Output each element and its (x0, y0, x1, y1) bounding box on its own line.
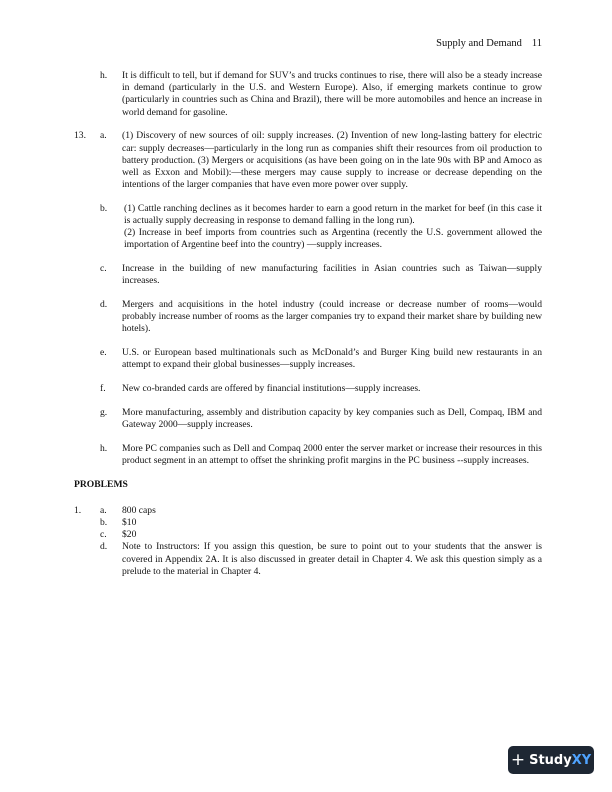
answer-13b (74, 203, 542, 252)
answer-13c (74, 263, 542, 287)
item-text: (1) Cattle ranching declines as it becomes harder to earn a good return in the market for beef (in this case it is actually supply decreasing in response to demand falling in the long run). (124, 202, 542, 227)
section-heading: PROBLEMS (74, 478, 128, 490)
page-header (436, 38, 542, 49)
item-letter: d. (100, 299, 108, 311)
problem-1d (74, 541, 542, 578)
item-text: More PC companies such as Dell and Compaq 2000 enter the server market or increase their resources in this product segment in an attempt to offset the shrinking profit margins in the PC business --supply increases. (122, 442, 542, 466)
item-letter: c. (100, 263, 107, 275)
item-letter: a. (100, 504, 107, 516)
studyxy-logo (508, 746, 594, 774)
problem-1b (74, 517, 542, 529)
item-letter: b. (100, 202, 108, 214)
item-text: 800 caps (122, 504, 156, 516)
answer-13a (74, 130, 542, 191)
question-number: 13. (74, 130, 86, 142)
answer-13g (74, 407, 542, 431)
running-title: Supply and Demand (436, 38, 522, 49)
item-letter: e. (100, 347, 107, 359)
problem-1a (74, 505, 542, 517)
item-text: Mergers and acquisitions in the hotel industry (could increase or decrease number of rooms—would probably increase number of rooms as the larger companies try to expand their market share by building new hotels). (122, 299, 542, 335)
item-text: It is difficult to tell, but if demand for SUV’s and trucks continues to rise, there will also be a steady increase in demand (particularly in the U.S. and Western Europe). Also, if emerging markets continue to grow (particularly in countries such as China and Brazil), there will be more automobiles and hence an increase in world demand for gasoline. (122, 70, 542, 118)
item-letter: a. (100, 130, 107, 142)
item-letter: c. (100, 529, 107, 541)
item-letter: g. (100, 406, 108, 418)
answer-13h (74, 443, 542, 467)
page-content (74, 70, 542, 578)
item-letter: d. (100, 541, 108, 553)
item-text: $10 (122, 516, 137, 528)
item-text-continued: (2) Increase in beef imports from countries such as Argentina (recently the U.S. government allowed the importation of Argentine beef into the country) —supply increases. (124, 227, 542, 251)
item-letter: h. (100, 70, 108, 81)
item-text: More manufacturing, assembly and distribution capacity by key companies such as Dell, Compaq, IBM and Gateway 2000—supply increases. (122, 406, 542, 430)
item-letter: h. (100, 442, 108, 454)
item-letter: b. (100, 516, 108, 528)
answer-12h (74, 70, 542, 119)
item-text: New co-branded cards are offered by financial institutions—supply increases. (122, 383, 421, 395)
logo-brand-main: Study (529, 752, 572, 768)
item-text: $20 (122, 529, 137, 541)
answer-13d (74, 299, 542, 336)
logo-brand-accent: XY (571, 752, 592, 768)
plus-icon: + (510, 750, 526, 770)
item-text: (1) Discovery of new sources of oil: supply increases. (2) Invention of new long-lasting battery for electric car: supply decreases—particularly in the long run as companies shift their resources from oil production to battery production. (3) Mergers or acquisitions (as have been going on in the late 90s with BP and Amoco as well as Exxon and Mobil):—these mergers may cause supply to increase or decrease depending on the intentions of the larger companies that have even more power over supply. (122, 130, 542, 191)
problem-number: 1. (74, 504, 82, 516)
item-text: U.S. or European based multinationals such as McDonald’s and Burger King build new restaurants in an attempt to expand their global businesses—supply increases. (122, 347, 542, 371)
item-text: Increase in the building of new manufacturing facilities in Asian countries such as Taiwan—supply increases. (122, 263, 542, 287)
page-number: 11 (531, 38, 542, 49)
answer-13e (74, 347, 542, 371)
item-letter: f. (100, 383, 106, 395)
answer-13f (74, 383, 542, 395)
item-text: Note to Instructors: If you assign this question, be sure to point out to your students that the answer is covered in Appendix 2A. It is also discussed in greater detail in Chapter 4. We ask this question simply as a prelude to the material in Chapter 4. (122, 541, 542, 577)
problem-1c (74, 529, 542, 541)
